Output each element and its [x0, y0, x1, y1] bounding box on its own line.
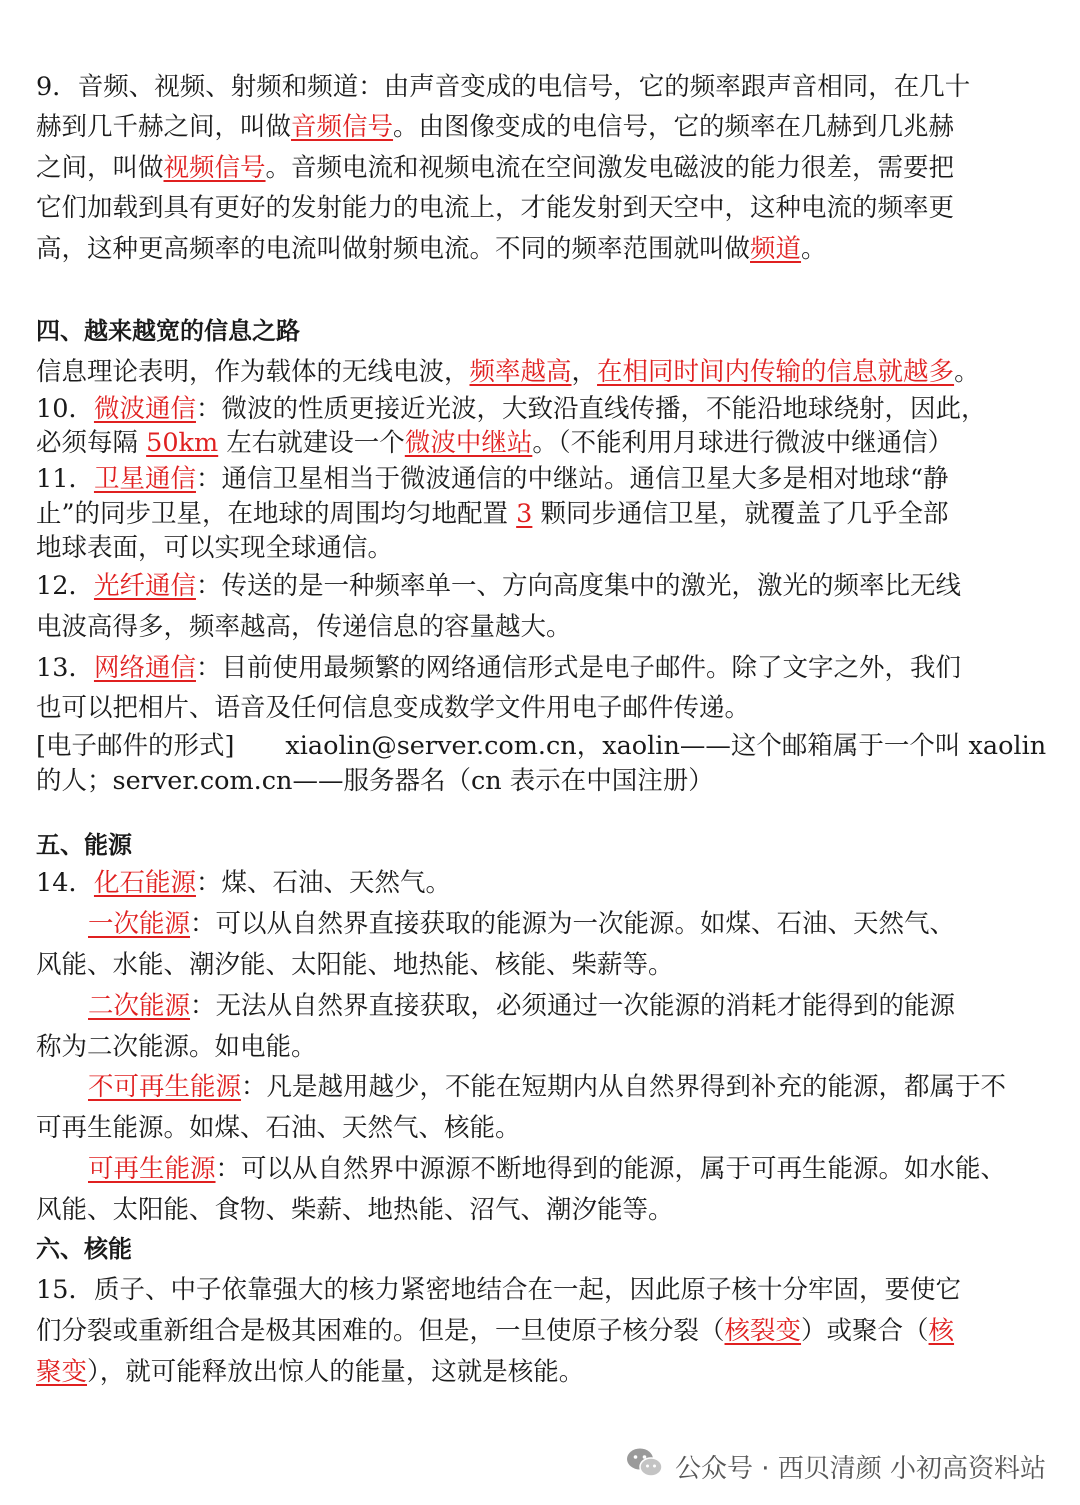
paragraph-line: 一次能源：可以从自然界直接获取的能源为一次能源。如煤、石油、天然气、 [88, 909, 956, 939]
paragraph-line: 的人；server.com.cn——服务器名（cn 表示在中国注册） [36, 766, 714, 796]
paragraph-line: 14．化石能源：煤、石油、天然气。 [36, 868, 451, 898]
paragraph-line: 电波高得多，频率越高，传递信息的容量越大。 [36, 612, 572, 642]
paragraph-line: 它们加载到具有更好的发射能力的电流上，才能发射到天空中，这种电流的频率更 [36, 193, 955, 223]
watermark-text: 公众号 · 西贝清颜 小初高资料站 [674, 1454, 1046, 1484]
paragraph-line: 高，这种更高频率的电流叫做射频电流。不同的频率范围就叫做频道。 [36, 234, 827, 264]
term-satellite-communication: 卫星通信 [93, 464, 196, 494]
term-audio-signal: 音频信号 [291, 112, 394, 142]
term-channel: 频道 [750, 234, 802, 264]
paragraph-line: 也可以把相片、语音及任何信息变成数学文件用电子邮件传递。 [36, 693, 751, 723]
paragraph-line: 称为二次能源。如电能。 [36, 1032, 317, 1062]
term-fossil-energy: 化石能源 [93, 868, 196, 898]
term-network-communication: 网络通信 [93, 653, 196, 683]
paragraph-line: 11．卫星通信：通信卫星相当于微波通信的中继站。通信卫星大多是相对地球“静 [36, 464, 949, 494]
watermark [625, 1446, 1046, 1487]
term-video-signal: 视频信号 [163, 153, 266, 183]
section-heading: 五、能源 [36, 831, 132, 859]
paragraph-line: 必须每隔 50km 左右就建设一个微波中继站。（不能利用月球进行微波中继通信） [36, 428, 954, 458]
wechat-icon [625, 1446, 665, 1487]
term-renewable-energy: 可再生能源 [88, 1154, 216, 1184]
term-nuclear-fission: 核裂变 [724, 1316, 802, 1346]
term-more-information: 在相同时间内传输的信息就越多 [597, 357, 955, 387]
term-nuclear-fusion: 核 [928, 1316, 955, 1346]
term-nuclear-fusion: 聚变 [36, 1357, 88, 1387]
term-secondary-energy: 二次能源 [88, 991, 191, 1021]
paragraph-line: 信息理论表明，作为载体的无线电波，频率越高，在相同时间内传输的信息就越多。 [36, 357, 980, 387]
paragraph-line: 赫到几千赫之间，叫做音频信号。由图像变成的电信号，它的频率在几赫到几兆赫 [36, 112, 955, 142]
term-primary-energy: 一次能源 [88, 909, 191, 939]
term-higher-frequency: 频率越高 [469, 357, 572, 387]
paragraph-line: 不可再生能源：凡是越用越少，不能在短期内从自然界得到补充的能源，都属于不 [88, 1072, 1007, 1102]
paragraph-line: 12．光纤通信：传送的是一种频率单一、方向高度集中的激光，激光的频率比无线 [36, 571, 961, 601]
paragraph-line: 10．微波通信：微波的性质更接近光波，大致沿直线传播，不能沿地球绕射，因此， [36, 394, 987, 424]
term-three-satellites: 3 [516, 499, 533, 529]
paragraph-line: 可再生能源。如煤、石油、天然气、核能。 [36, 1113, 521, 1143]
term-nonrenewable-energy: 不可再生能源 [88, 1072, 242, 1102]
paragraph-line: 风能、太阳能、食物、柴薪、地热能、沼气、潮汐能等。 [36, 1195, 674, 1225]
paragraph-line: 之间，叫做视频信号。音频电流和视频电流在空间激发电磁波的能力很差，需要把 [36, 153, 955, 183]
paragraph-line: 二次能源：无法从自然界直接获取，必须通过一次能源的消耗才能得到的能源 [88, 991, 956, 1021]
paragraph-line: 15．质子、中子依靠强大的核力紧密地结合在一起，因此原子核十分牢固，要使它 [36, 1275, 961, 1305]
term-microwave-communication: 微波通信 [93, 394, 196, 424]
paragraph-line: 地球表面，可以实现全球通信。 [36, 533, 394, 563]
paragraph-line: 13．网络通信：目前使用最频繁的网络通信形式是电子邮件。除了文字之外，我们 [36, 653, 961, 683]
paragraph-line: 可再生能源：可以从自然界中源源不断地得到的能源，属于可再生能源。如水能、 [88, 1154, 1007, 1184]
term-optical-fiber-communication: 光纤通信 [93, 571, 196, 601]
paragraph-line: 聚变），就可能释放出惊人的能量，这就是核能。 [36, 1357, 585, 1387]
paragraph-line: 风能、水能、潮汐能、太阳能、地热能、核能、柴薪等。 [36, 950, 674, 980]
paragraph-line: [电子邮件的形式] xiaolin@server.com.cn，xaolin——这个邮箱属于一个叫 xaolin [36, 731, 1047, 761]
paragraph-line: 止”的同步卫星，在地球的周围均匀地配置 3 颗同步通信卫星，就覆盖了几乎全部 [36, 499, 949, 529]
section-heading: 四、越来越宽的信息之路 [36, 317, 300, 345]
paragraph-line: 9．音频、视频、射频和频道：由声音变成的电信号，它的频率跟声音相同，在几十 [36, 72, 971, 102]
term-microwave-relay-station: 微波中继站 [404, 428, 533, 458]
term-50km: 50km [146, 428, 219, 458]
paragraph-line: 们分裂或重新组合是极其困难的。但是，一旦使原子核分裂（核裂变）或聚合（核 [36, 1316, 955, 1346]
section-heading: 六、核能 [36, 1235, 132, 1263]
